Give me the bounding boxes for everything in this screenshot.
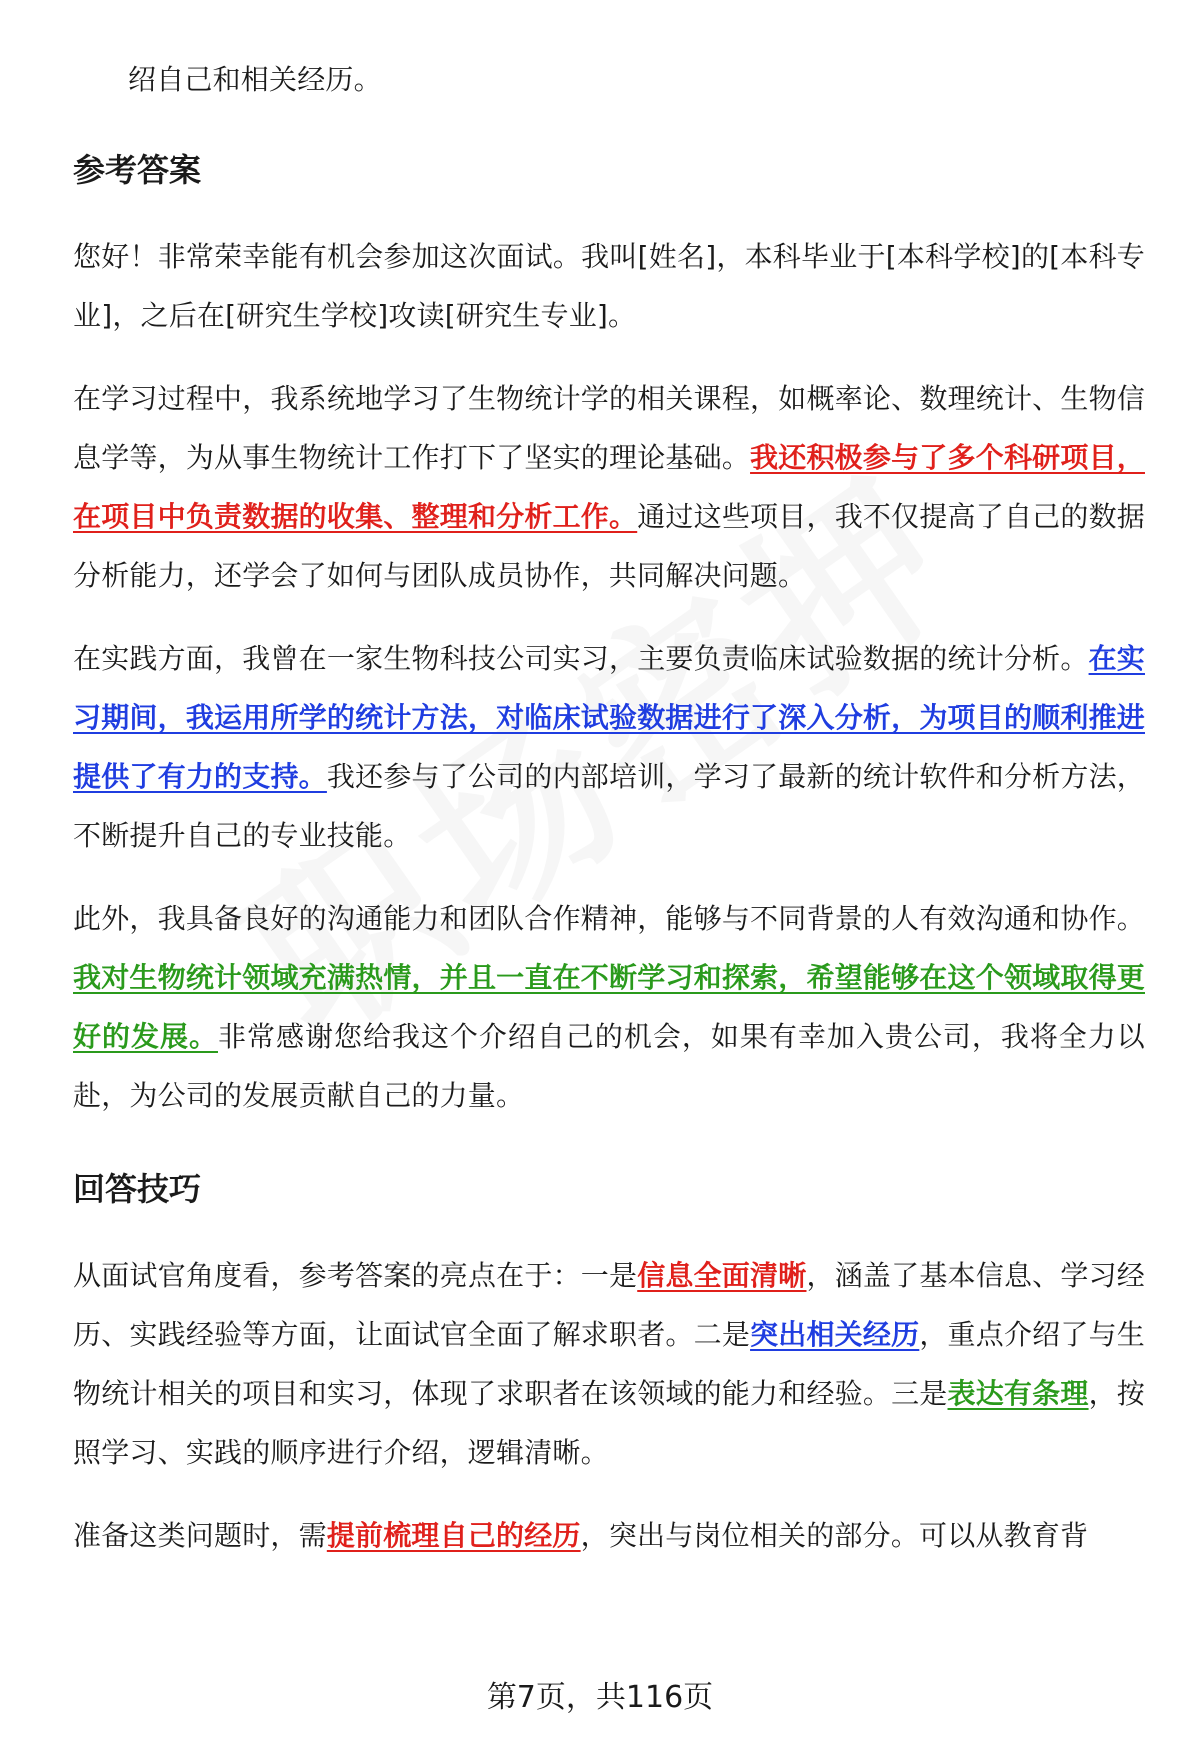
tips-highlight-2: 突出相关经历 [750, 1318, 920, 1351]
answer-paragraph-3 [73, 629, 1145, 865]
intro-tail-paragraph: 绍自己和相关经历。 [128, 63, 382, 96]
answer-paragraph-3-text-b: 我还参与了公司的内部培训，学习了最新的统计软件和分析方法，不断提升自己的专业技能。 [73, 760, 1145, 852]
tips-paragraph-2-text-a: 准备这类问题时，需 [73, 1519, 327, 1552]
answer-paragraph-1 [73, 227, 1145, 345]
page-content [73, 50, 1145, 1565]
answer-paragraph-4 [73, 889, 1145, 1125]
page-number-footer: 第7页，共116页 [486, 1680, 714, 1715]
tips-paragraph-1 [73, 1246, 1145, 1482]
answer-paragraph-2-highlight: 我还积极参与了多个科研项目，在项目中负责数据的收集、整理和分析工作。 [73, 441, 1145, 533]
answer-paragraph-2-text-a: 在学习过程中，我系统地学习了生物统计学的相关课程，如概率论、数理统计、生物信息学等，为从事生物统计工作打下了坚实的理论基础。 [73, 382, 1145, 474]
section-title-answer: 参考答案 [73, 151, 202, 189]
tips-paragraph-1-text-c: ，重点介绍了与生物统计相关的项目和实习，体现了求职者在该领域的能力和经验。三是 [73, 1318, 1145, 1410]
answer-paragraph-4-highlight: 我对生物统计领域充满热情，并且一直在不断学习和探索，希望能够在这个领域取得更好的发展。 [73, 961, 1145, 1053]
tips-highlight-3: 表达有条理 [947, 1377, 1089, 1410]
answer-paragraph-2-text-b: 通过这些项目，我不仅提高了自己的数据分析能力，还学会了如何与团队成员协作，共同解决问题。 [73, 500, 1145, 592]
tips-paragraph-1-text-b: ，涵盖了基本信息、学习经历、实践经验等方面，让面试官全面了解求职者。二是 [73, 1259, 1145, 1351]
section-title-tips: 回答技巧 [73, 1170, 202, 1208]
tips-highlight-1: 信息全面清晰 [637, 1259, 807, 1292]
answer-paragraph-2 [73, 369, 1145, 605]
answer-paragraph-4-text-a: 此外，我具备良好的沟通能力和团队合作精神，能够与不同背景的人有效沟通和协作。 [73, 902, 1145, 935]
tips-paragraph-1-text-d: ，按照学习、实践的顺序进行介绍，逻辑清晰。 [73, 1377, 1145, 1469]
answer-paragraph-4-text-b: 非常感谢您给我这个介绍自己的机会，如果有幸加入贵公司，我将全力以赴，为公司的发展贡献自己的力量。 [73, 1020, 1145, 1112]
tips-paragraph-1-text-a: 从面试官角度看，参考答案的亮点在于：一是 [73, 1259, 638, 1292]
tips-paragraph-2-highlight: 提前梳理自己的经历 [326, 1519, 581, 1552]
answer-paragraph-3-text-a: 在实践方面，我曾在一家生物科技公司实习，主要负责临床试验数据的统计分析。 [73, 642, 1089, 675]
tips-paragraph-2 [73, 1506, 1145, 1565]
answer-paragraph-1-text: 您好！非常荣幸能有机会参加这次面试。我叫[姓名]，本科毕业于[本科学校]的[本科专业]，之后在[研究生学校]攻读[研究生专业]。 [73, 240, 1145, 332]
answer-paragraph-3-highlight: 在实习期间，我运用所学的统计方法，对临床试验数据进行了深入分析，为项目的顺利推进提供了有力的支持。 [73, 642, 1145, 793]
tips-paragraph-2-text-b: ，突出与岗位相关的部分。可以从教育背 [580, 1519, 1089, 1552]
